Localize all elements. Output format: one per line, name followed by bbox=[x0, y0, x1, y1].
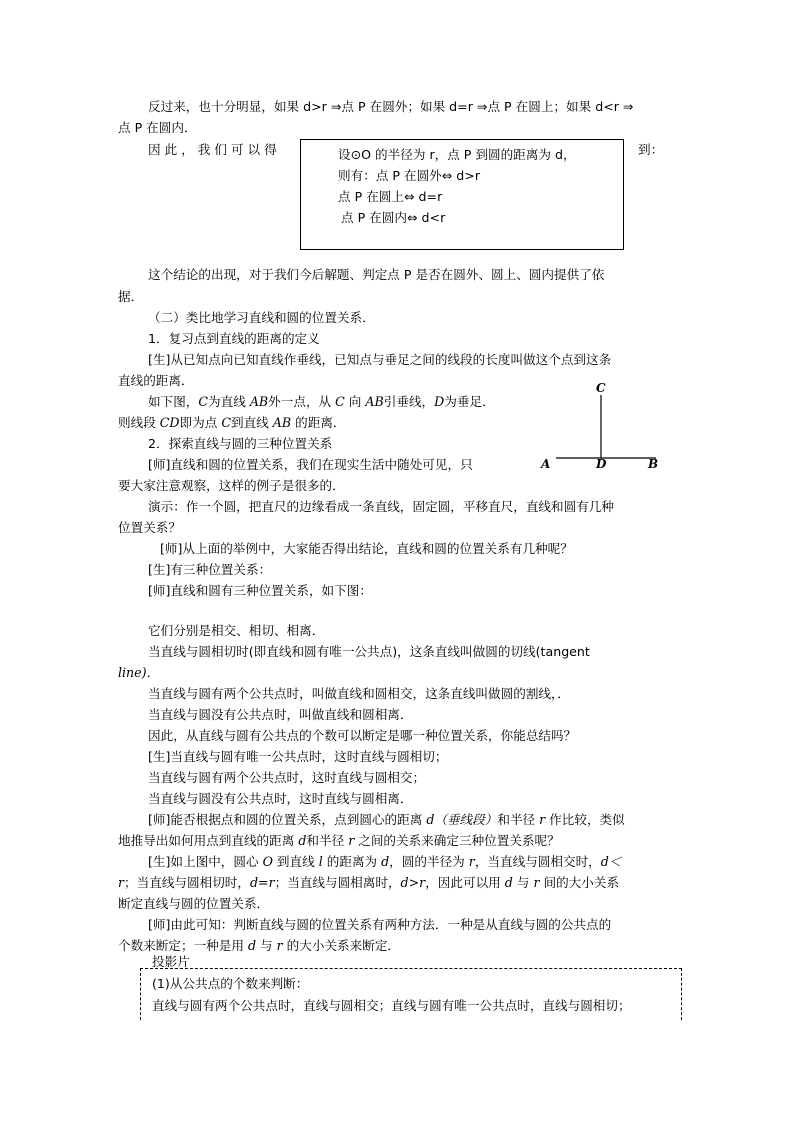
math-var: C bbox=[221, 415, 231, 430]
math-var: AB bbox=[365, 394, 384, 409]
paragraph-line: 因此，从直线与圆有公共点的个数可以断定是哪一种位置关系，你能总结吗？ bbox=[148, 728, 577, 743]
text: [生]如上图中，圆心 bbox=[148, 854, 263, 869]
text: 到直线 bbox=[230, 415, 273, 430]
paragraph-line: [生]当直线与圆有唯一公共点时，这时直线与圆相切； bbox=[148, 749, 448, 764]
box-line: 点 P 在圆内⇔ d<r bbox=[341, 210, 446, 225]
conclusion-box bbox=[300, 139, 624, 250]
text: 为直线 bbox=[208, 394, 250, 409]
paragraph-line: 直线与圆有两个公共点时，直线与圆相交；直线与圆有唯一公共点时，直线与圆相切； bbox=[152, 998, 631, 1013]
paragraph-line: 当直线与圆没有公共点时，叫做直线和圆相离． bbox=[148, 707, 413, 722]
math-var: d>r bbox=[400, 875, 426, 890]
math-var: C bbox=[198, 394, 209, 409]
math-var: d（垂线段） bbox=[426, 812, 498, 827]
text: 作比较，类似 bbox=[545, 812, 625, 827]
paragraph-line: 到： bbox=[638, 142, 664, 157]
paragraph-line: 投影片 bbox=[152, 954, 190, 969]
paragraph-line: 点 P 在圆内． bbox=[118, 120, 197, 135]
label-c: C bbox=[596, 381, 606, 395]
text: 为垂足． bbox=[444, 394, 495, 409]
text: 则线段 bbox=[118, 415, 160, 430]
text: 引垂线， bbox=[383, 394, 435, 409]
paragraph-line: [师]从上面的举例中，大家能否得出结论，直线和圆的位置关系有几种呢？ bbox=[160, 541, 573, 556]
paragraph-line: 据． bbox=[118, 289, 144, 304]
text: 的距离． bbox=[291, 415, 346, 430]
text: 间的大小关系 bbox=[539, 875, 620, 890]
math-var: d bbox=[504, 875, 513, 890]
paragraph-line: 这个结论的出现，对于我们今后解题、判定点 P 是否在圆外、圆上、圆内提供了依 bbox=[148, 267, 605, 282]
text: 如下图， bbox=[148, 394, 199, 409]
paragraph-line: (1)从公共点的个数来判断： bbox=[152, 976, 309, 991]
paragraph-line: 当直线与圆有两个公共点时，这时直线与圆相交； bbox=[148, 770, 426, 785]
paragraph-line: 它们分别是相交、相切、相离． bbox=[148, 623, 325, 638]
math-var: d＜ bbox=[600, 854, 622, 869]
paragraph-line bbox=[148, 851, 708, 872]
math-var: d bbox=[247, 938, 257, 953]
paragraph-line: [师]由此可知：判断直线与圆的位置关系有两种方法．一种是从直线与圆的公共点的 bbox=[148, 917, 612, 932]
paragraph-line bbox=[118, 872, 678, 893]
math-var: d bbox=[298, 833, 307, 848]
paragraph-line: [师]直线和圆有三种位置关系，如下图： bbox=[148, 583, 372, 598]
text: 个数来断定；一种是用 bbox=[118, 938, 248, 953]
text: ，圆的半径为 bbox=[389, 854, 469, 869]
text: 和半径 bbox=[497, 812, 540, 827]
math-var: r bbox=[533, 875, 540, 890]
section-heading: （二）类比地学习直线和圆的位置关系． bbox=[148, 310, 375, 325]
text: 与 bbox=[512, 875, 534, 890]
text: ；当直线与圆相离时， bbox=[274, 875, 401, 890]
text: 与 bbox=[256, 938, 277, 953]
text: 和半径 bbox=[306, 833, 349, 848]
math-var: CD bbox=[159, 415, 180, 430]
box-line: 设⊙O 的半径为 r，点 P 到圆的距离为 d， bbox=[338, 147, 576, 162]
text: 之间的关系来确定三种位置关系呢？ bbox=[354, 833, 560, 848]
math-var: l bbox=[318, 854, 323, 869]
text: 外一点，从 bbox=[268, 394, 336, 409]
text: 到直线 bbox=[272, 854, 319, 869]
math-var: d bbox=[381, 854, 390, 869]
math-var: r bbox=[348, 833, 355, 848]
text: 的距离为 bbox=[322, 854, 382, 869]
label-b: B bbox=[648, 457, 659, 471]
math-var: d=r bbox=[249, 875, 275, 890]
math-var: O bbox=[262, 854, 273, 869]
paragraph-line: 断定直线与圆的位置关系． bbox=[118, 896, 270, 911]
text: ，因此可以用 bbox=[425, 875, 505, 890]
math-var: AB bbox=[272, 415, 292, 430]
text: 向 bbox=[344, 394, 366, 409]
label-d: D bbox=[596, 457, 607, 471]
math-var: r bbox=[468, 854, 475, 869]
paragraph-line: 位置关系？ bbox=[118, 520, 181, 535]
math-var: C bbox=[335, 394, 345, 409]
paragraph-line: 因此，我们可以得 bbox=[148, 142, 281, 157]
paragraph-line: [生]有三种位置关系： bbox=[148, 562, 272, 577]
perpendicular-figure bbox=[540, 375, 660, 475]
math-var: r bbox=[118, 875, 125, 890]
math-var: D bbox=[434, 394, 445, 409]
text: 的大小关系来断定． bbox=[282, 938, 401, 953]
text: ；当直线与圆相切时， bbox=[124, 875, 250, 890]
paragraph-line bbox=[118, 830, 678, 851]
paragraph-line: 反过来，也十分明显，如果 d>r ⇒点 P 在圆外；如果 d=r ⇒点 P 在圆上；如果 d<r ⇒ bbox=[148, 99, 634, 114]
paragraph-line: 当直线与圆有两个公共点时，叫做直线和圆相交，这条直线叫做圆的割线，． bbox=[148, 686, 570, 701]
paragraph-line: 当直线与圆没有公共点时，这时直线与圆相离． bbox=[148, 791, 413, 806]
subsection-heading: 1．复习点到直线的距离的定义 bbox=[148, 331, 320, 346]
subsection-heading: 2．探索直线与圆的三种位置关系 bbox=[148, 436, 333, 451]
box-line: 点 P 在圆上⇔ d=r bbox=[338, 189, 443, 204]
paragraph-line: line)． bbox=[118, 665, 160, 680]
math-var: AB bbox=[249, 394, 269, 409]
math-var: r bbox=[539, 812, 546, 827]
paragraph-line: 要大家注意观察，这样的例子是很多的． bbox=[118, 478, 345, 493]
paragraph-line: 当直线与圆相切时(即直线和圆有唯一公共点)，这条直线叫做圆的切线(tangent bbox=[148, 644, 590, 659]
paragraph-line: 演示：作一个圆，把直尺的边缘看成一条直线，固定圆，平移直尺，直线和圆有几种 bbox=[148, 499, 614, 514]
box-line: 则有：点 P 在圆外⇔ d>r bbox=[338, 168, 481, 183]
paragraph-line bbox=[148, 809, 708, 830]
paragraph-line: [生]从已知点向已知直线作垂线，已知点与垂足之间的线段的长度叫做这个点到这条 bbox=[148, 352, 612, 367]
label-a: A bbox=[541, 457, 551, 471]
text: [师]能否根据点和圆的位置关系，点到圆心的距离 bbox=[148, 812, 427, 827]
text: 地推导出如何用点到直线的距离 bbox=[118, 833, 299, 848]
paragraph-line: 直线的距离． bbox=[118, 373, 194, 388]
text: ，当直线与圆相交时， bbox=[474, 854, 601, 869]
paragraph-line: [师]直线和圆的位置关系，我们在现实生活中随处可见，只 bbox=[148, 457, 473, 472]
text: 即为点 bbox=[179, 415, 222, 430]
math-var: r bbox=[276, 938, 283, 953]
